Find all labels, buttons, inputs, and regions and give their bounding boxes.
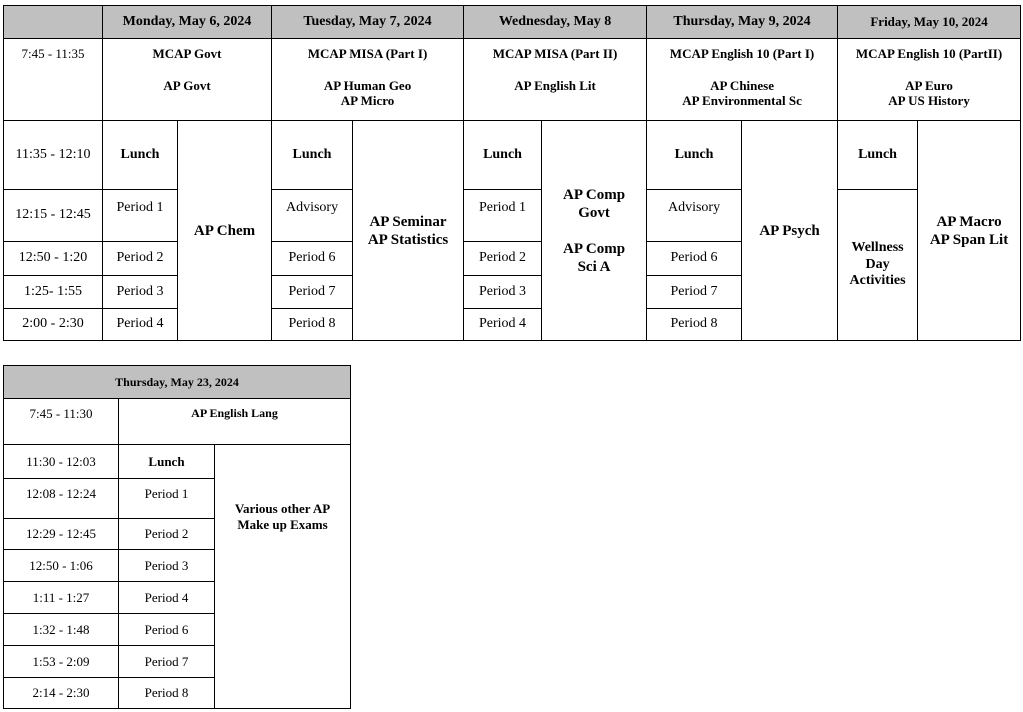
wednesday-period: Period 3 xyxy=(464,276,542,309)
tuesday-period: Period 7 xyxy=(272,276,353,309)
exam-line: AP Human Geo xyxy=(323,77,412,93)
lunch-row xyxy=(4,445,351,479)
time-cell: 7:45 - 11:30 xyxy=(4,399,119,445)
exam-schedule-table-week xyxy=(3,5,1021,341)
period-cell: Period 1 xyxy=(119,479,215,519)
time-cell: 12:29 - 12:45 xyxy=(4,519,119,550)
wednesday-afternoon-exams xyxy=(542,121,647,341)
makeup-exams xyxy=(215,445,351,709)
wednesday-period: Period 4 xyxy=(464,309,542,341)
wednesday-period: Period 2 xyxy=(464,242,542,276)
exam-line: MCAP MISA (Part I) xyxy=(307,46,428,61)
wellness-line: Wellness xyxy=(851,239,904,255)
exam-line: Sci A xyxy=(577,258,611,275)
thursday-afternoon-exam: AP Psych xyxy=(742,121,838,341)
monday-period: Period 3 xyxy=(103,276,178,309)
morning-row xyxy=(4,399,351,445)
exam-line: AP Comp xyxy=(562,186,626,203)
period-cell: Period 7 xyxy=(119,646,215,678)
tuesday-morning-exams xyxy=(272,39,464,121)
exam-line: MCAP MISA (Part II) xyxy=(492,46,618,61)
exam-line: MCAP English 10 (Part I) xyxy=(669,46,815,61)
friday-wellness xyxy=(838,190,918,341)
thursday-period: Period 6 xyxy=(647,242,742,276)
exam-line: Various other AP xyxy=(234,500,331,516)
corner-header xyxy=(4,6,103,39)
period-cell: Period 6 xyxy=(119,614,215,646)
thursday-lunch: Lunch xyxy=(647,121,742,190)
exam-line: AP Span Lit xyxy=(929,231,1009,248)
monday-lunch: Lunch xyxy=(103,121,178,190)
header-row xyxy=(4,366,351,399)
header-tuesday: Tuesday, May 7, 2024 xyxy=(272,6,464,39)
time-cell: 11:35 - 12:10 xyxy=(4,121,103,190)
tuesday-lunch: Lunch xyxy=(272,121,353,190)
exam-line: AP Chinese xyxy=(710,77,774,93)
morning-row xyxy=(4,39,1021,121)
time-cell: 1:11 - 1:27 xyxy=(4,582,119,614)
tuesday-period: Period 8 xyxy=(272,309,353,341)
time-cell: 12:50 - 1:20 xyxy=(4,242,103,276)
header-friday: Friday, May 10, 2024 xyxy=(838,6,1021,39)
exam-line: AP Statistics xyxy=(367,231,449,248)
time-cell: 12:50 - 1:06 xyxy=(4,550,119,582)
exam-line: AP Euro xyxy=(905,77,953,93)
header-wednesday: Wednesday, May 8 xyxy=(464,6,647,39)
friday-afternoon-exams xyxy=(918,121,1021,341)
thursday-period: Period 7 xyxy=(647,276,742,309)
time-cell: 1:32 - 1:48 xyxy=(4,614,119,646)
time-cell: 12:08 - 12:24 xyxy=(4,479,119,519)
time-cell: 12:15 - 12:45 xyxy=(4,190,103,242)
exam-line: Make up Exams xyxy=(237,516,328,532)
thursday-period: Period 8 xyxy=(647,309,742,341)
period-cell: Period 3 xyxy=(119,550,215,582)
monday-period: Period 2 xyxy=(103,242,178,276)
exam-line: MCAP English 10 (PartII) xyxy=(855,46,1003,61)
period-cell: Period 4 xyxy=(119,582,215,614)
monday-afternoon-exam: AP Chem xyxy=(178,121,272,341)
exam-line: AP Govt xyxy=(163,77,211,93)
time-cell: 2:14 - 2:30 xyxy=(4,678,119,709)
thursday-morning-exams xyxy=(647,39,838,121)
exam-line: AP Environmental Sc xyxy=(682,93,802,109)
time-cell: 7:45 - 11:35 xyxy=(4,39,103,121)
time-cell: 11:30 - 12:03 xyxy=(4,445,119,479)
time-cell: 2:00 - 2:30 xyxy=(4,309,103,341)
friday-lunch: Lunch xyxy=(838,121,918,190)
exam-line: AP US History xyxy=(888,93,970,109)
exam-line: AP Micro xyxy=(340,93,395,109)
lunch-cell: Lunch xyxy=(119,445,215,479)
wellness-line: Activities xyxy=(849,273,906,289)
monday-period: Period 1 xyxy=(103,190,178,242)
header-row xyxy=(4,6,1021,39)
period-row xyxy=(4,190,1021,242)
wednesday-period: Period 1 xyxy=(464,190,542,242)
period-cell: Period 2 xyxy=(119,519,215,550)
exam-line: AP Seminar xyxy=(369,213,447,230)
lunch-row xyxy=(4,121,1021,190)
monday-period: Period 4 xyxy=(103,309,178,341)
time-cell: 1:25- 1:55 xyxy=(4,276,103,309)
header-thursday: Thursday, May 9, 2024 xyxy=(647,6,838,39)
wellness-line: Day xyxy=(865,256,890,272)
exam-line: AP Macro xyxy=(936,213,1002,230)
exam-schedule-table-may23 xyxy=(3,365,351,709)
exam-line: MCAP Govt xyxy=(152,46,222,61)
tuesday-afternoon-exams xyxy=(353,121,464,341)
monday-morning-exams xyxy=(103,39,272,121)
thursday-period: Advisory xyxy=(647,190,742,242)
header-monday: Monday, May 6, 2024 xyxy=(103,6,272,39)
tuesday-period: Period 6 xyxy=(272,242,353,276)
wednesday-lunch: Lunch xyxy=(464,121,542,190)
exam-line: AP Comp xyxy=(562,240,626,257)
exam-line: AP English Lit xyxy=(514,77,596,93)
morning-exam: AP English Lang xyxy=(119,399,351,445)
period-cell: Period 8 xyxy=(119,678,215,709)
wednesday-morning-exams xyxy=(464,39,647,121)
friday-morning-exams xyxy=(838,39,1021,121)
tuesday-period: Advisory xyxy=(272,190,353,242)
exam-line: Govt xyxy=(578,204,610,221)
time-cell: 1:53 - 2:09 xyxy=(4,646,119,678)
header-thursday-may23: Thursday, May 23, 2024 xyxy=(4,366,351,399)
